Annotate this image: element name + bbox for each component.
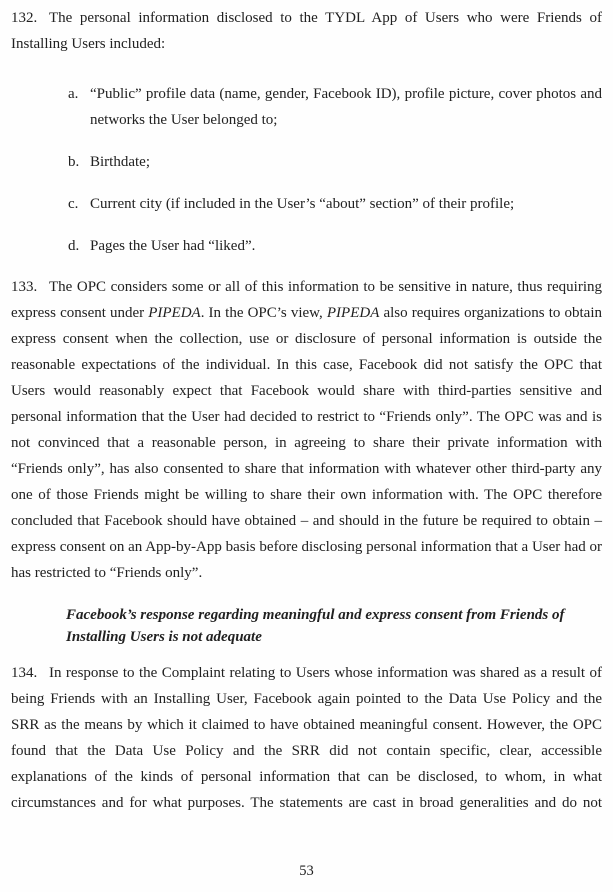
paragraph-132-text: The personal information disclosed to the TYDL App of Users who were Friends of Installing Users included: [11,10,602,52]
paragraph-133-number: 133. [11,279,38,295]
pipeda-italic: PIPEDA [326,305,380,321]
paragraph-132-number: 132. [11,10,38,26]
section-heading [66,604,602,648]
paragraph-133 [11,274,602,586]
list-item-c [68,191,602,217]
list-item-a-marker: a. [68,86,79,102]
list-item-d [68,233,602,259]
paragraph-134-number: 134. [11,665,38,681]
list-item-b [68,149,602,175]
list-item-a [68,81,602,133]
list-item-c-text: Current city (if included in the User’s “about” section” of their profile; [90,196,515,212]
section-heading-line-1: Facebook’s response regarding meaningful and express consent from Friends of [66,607,565,623]
paragraph-133-segment: The OPC considers some or all of this information to be sensitive in nature, thus requiring express consent under [11,279,602,321]
list-item-a-text: “Public” profile data (name, gender, Facebook ID), profile picture, cover photos and networks the User belonged to; [90,86,602,128]
list-item-c-marker: c. [68,196,79,212]
list-item-b-text: Birthdate; [90,154,150,170]
list-item-d-marker: d. [68,238,80,254]
paragraph-133-segment: . In the OPC’s view, [200,305,327,321]
list-item-d-text: Pages the User had “liked”. [90,238,256,254]
paragraph-133-segment: also requires organizations to obtain express consent when the collection, use or disclosure of personal information is outside the reasonable expectations of the individual. In this case, Facebook did not satisfy the OPC that Users would reasonably expect that Facebook would share with third-parties sensitive and personal information that the User had decided to restrict to “Friends only”. The OPC was and is not convinced that a reasonable person, in agreeing to share their private information with “Friends only”, has also consented to share that information with whatever other third-party any one of those Friends might be willing to share their own information with. The OPC therefore concluded that Facebook should have obtained – and should in the future be required to obtain – express consent on an App-by-App basis before disclosing personal information that a User had or has restricted to “Friends only”. [11,305,602,581]
page-number: 53 [299,863,314,879]
section-heading-line-2: Installing Users is not adequate [66,629,262,645]
paragraph-132 [11,5,602,57]
pipeda-italic: PIPEDA [148,305,201,321]
disclosed-info-list [11,81,602,259]
list-item-b-marker: b. [68,154,80,170]
paragraph-134 [11,660,602,816]
paragraph-134-text: In response to the Complaint relating to Users whose information was shared as a result of being Friends with an Installing User, Facebook again pointed to the Data Use Policy and the SRR as the means by which it claimed to have obtained meaningful consent. However, the OPC found that the Data Use Policy and the SRR did not contain specific, clear, accessible explanations of the kinds of personal information that can be disclosed, to whom, in what circumstances and for what purposes. The statements are cast in broad generalities and do not [11,665,602,811]
